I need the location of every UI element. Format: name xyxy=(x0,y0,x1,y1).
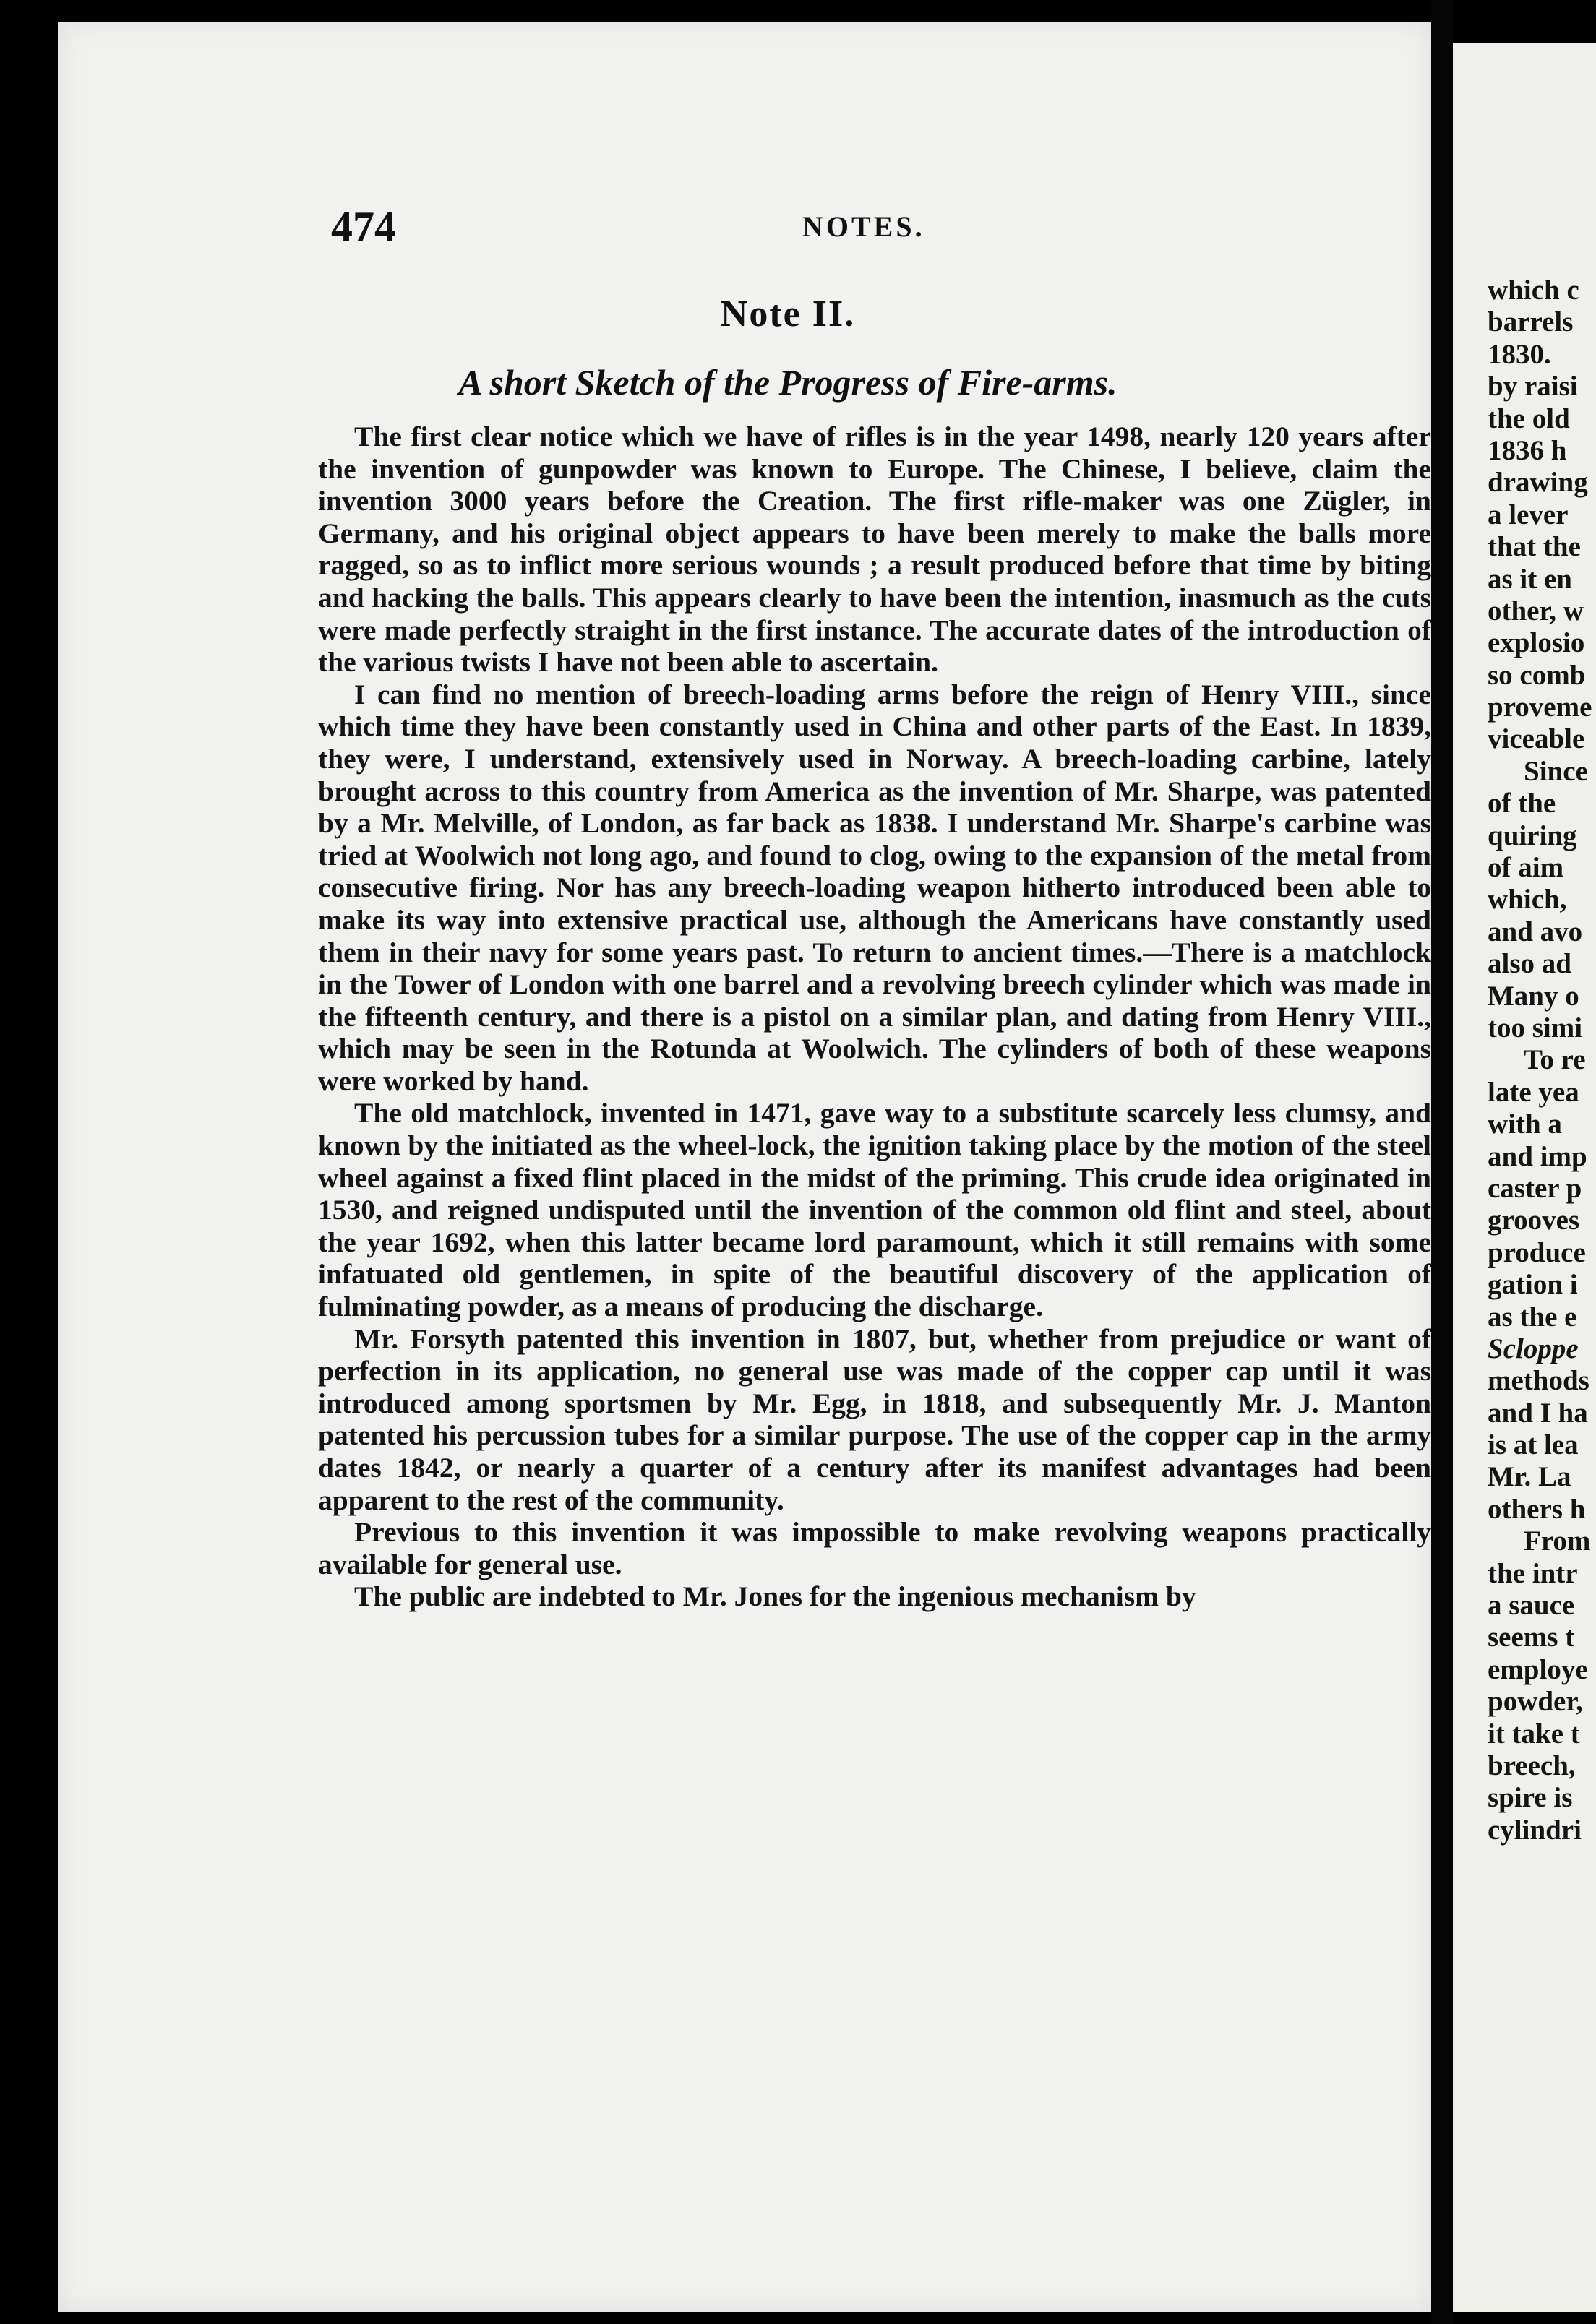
paragraph: The first clear notice which we have of rifles is in the year 1498, nearly 120 years after the invention of gunpowder was known to Europe. The Chinese, I believe, claim the invention 3000 years before the Creation. The first rifle-maker was one Zügler, in Germany, and his original object appears to have been merely to make the balls more ragged, so as to inflict more serious wounds ; a result produced before that time by biting and hacking the balls. This appears clearly to have been the intention, inasmuch as the cuts were made perfectly straight in the first instance. The accurate dates of the introduction of the various twists I have not been able to ascertain. xyxy=(318,421,1431,679)
right-page-line: From xyxy=(1524,1525,1591,1557)
right-page-line: a sauce xyxy=(1488,1590,1575,1622)
right-page-line: which, xyxy=(1488,884,1567,916)
right-page-line: Scloppe xyxy=(1488,1333,1579,1364)
running-title: NOTES. xyxy=(802,210,925,243)
right-page-line: viceable xyxy=(1488,723,1585,755)
right-page-line: quiring xyxy=(1488,819,1577,851)
right-page-line: others h xyxy=(1488,1493,1586,1525)
right-page-line: spire is xyxy=(1488,1782,1573,1814)
right-page-line: cylindri xyxy=(1488,1814,1582,1846)
right-page-line: drawing xyxy=(1488,467,1588,499)
right-page-line: Mr. La xyxy=(1488,1461,1571,1493)
right-page-line: that the xyxy=(1488,531,1581,563)
body-text xyxy=(318,421,1431,1613)
right-page-line: barrels xyxy=(1488,306,1574,338)
right-page-line: as the e xyxy=(1488,1301,1577,1333)
right-page-line: is at lea xyxy=(1488,1429,1579,1461)
right-page-line: 1830. xyxy=(1488,338,1551,370)
right-page-line: as it en xyxy=(1488,563,1572,595)
page-gutter xyxy=(1431,0,1453,2324)
paragraph: Mr. Forsyth patented this invention in 1807, but, whether from prejudice or want of perfection in its application, no general use was made of the copper cap until it was introduced among sportsmen by Mr. Egg, in 1818, and subsequently Mr. J. Manton patented his percussion tubes for a similar purpose. The use of the copper cap in the army dates 1842, or nearly a quarter of a century after its manifest advantages had been apparent to the rest of the community. xyxy=(318,1322,1431,1516)
right-page-line: employe xyxy=(1488,1653,1588,1685)
right-page-line: and imp xyxy=(1488,1140,1587,1172)
running-head xyxy=(58,202,1431,253)
right-page-line: explosio xyxy=(1488,627,1585,659)
paragraph: I can find no mention of breech-loading arms before the reign of Henry VIII., since which time they have been constantly used in China and other parts of the East. In 1839, they were, I understand, extensively used in Norway. A breech-loading carbine, lately brought across to this country from America as the invention of Mr. Sharpe, was patented by a Mr. Melville, of London, as far back as 1838. I understand Mr. Sharpe's carbine was tried at Woolwich not long ago, and found to clog, owing to the expansion of the metal from consecutive firing. Nor has any breech-loading weapon hitherto introduced been able to make its way into extensive practical use, although the Americans have constantly used them in their navy for some years past. To return to ancient times.—There is a matchlock in the Tower of London with one barrel and a revolving breech cylinder which was made in the fifteenth century, and there is a pistol on a similar plan, and dating from Henry VIII., which may be seen in the Rotunda at Woolwich. The cylinders of both of these weapons were worked by hand. xyxy=(318,678,1431,1097)
right-page-line: breech, xyxy=(1488,1750,1576,1781)
right-page-fragment xyxy=(1453,43,1596,2312)
right-page-line: proveme xyxy=(1488,692,1592,723)
right-page-line: it take t xyxy=(1488,1718,1580,1750)
right-page-line: and avo xyxy=(1488,916,1583,947)
paragraph: The old matchlock, invented in 1471, gave way to a substitute scarcely less clumsy, and known by the initiated as the wheel-lock, the ignition taking place by the motion of the steel wheel against a fixed flint placed in the midst of the priming. This crude idea originated in 1530, and reigned undisputed until the invention of the common old flint and steel, about the year 1692, when this latter became lord paramount, which it still remains with some infatuated old gentlemen, in spite of the beautiful discovery of the application of fulminating powder, as a means of producing the discharge. xyxy=(318,1097,1431,1323)
right-page-line: too simi xyxy=(1488,1012,1583,1043)
right-page-line: seems t xyxy=(1488,1622,1575,1653)
right-page-line: powder, xyxy=(1488,1686,1583,1718)
right-page-line: so comb xyxy=(1488,659,1586,691)
right-page-line: by raisi xyxy=(1488,371,1578,403)
paragraph: Previous to this invention it was impossible to make revolving weapons practically available for general use. xyxy=(318,1516,1431,1580)
right-page-line: a lever xyxy=(1488,499,1569,530)
right-page-line: produce xyxy=(1488,1236,1586,1268)
page-number: 474 xyxy=(331,203,396,251)
right-page-line: also ad xyxy=(1488,948,1571,980)
left-page xyxy=(58,22,1431,2312)
right-page-line: of the xyxy=(1488,788,1556,819)
right-page-line: gation i xyxy=(1488,1269,1578,1301)
right-page-line: which c xyxy=(1488,275,1579,306)
right-page-line: of aim xyxy=(1488,852,1564,884)
note-heading: Note II. xyxy=(720,293,856,335)
right-page-line: with a xyxy=(1488,1109,1562,1140)
right-page-line: grooves xyxy=(1488,1205,1580,1236)
right-page-line: the intr xyxy=(1488,1557,1578,1589)
paragraph: The public are indebted to Mr. Jones for the ingenious mechanism by xyxy=(354,1580,1196,1613)
right-page-line: 1836 h xyxy=(1488,434,1567,466)
right-page-line: methods xyxy=(1488,1365,1589,1397)
section-subtitle: A short Sketch of the Progress of Fire-arms. xyxy=(458,362,1117,403)
right-page-line: Since xyxy=(1524,755,1588,787)
right-page-line: and I ha xyxy=(1488,1397,1588,1429)
right-page-line: late yea xyxy=(1488,1076,1579,1108)
right-page-lines xyxy=(1488,275,1596,1846)
right-page-line: the old xyxy=(1488,403,1570,434)
right-page-line: other, w xyxy=(1488,595,1584,627)
right-page-line: caster p xyxy=(1488,1172,1582,1204)
right-page-line: Many o xyxy=(1488,980,1579,1012)
right-page-line: To re xyxy=(1524,1044,1586,1076)
